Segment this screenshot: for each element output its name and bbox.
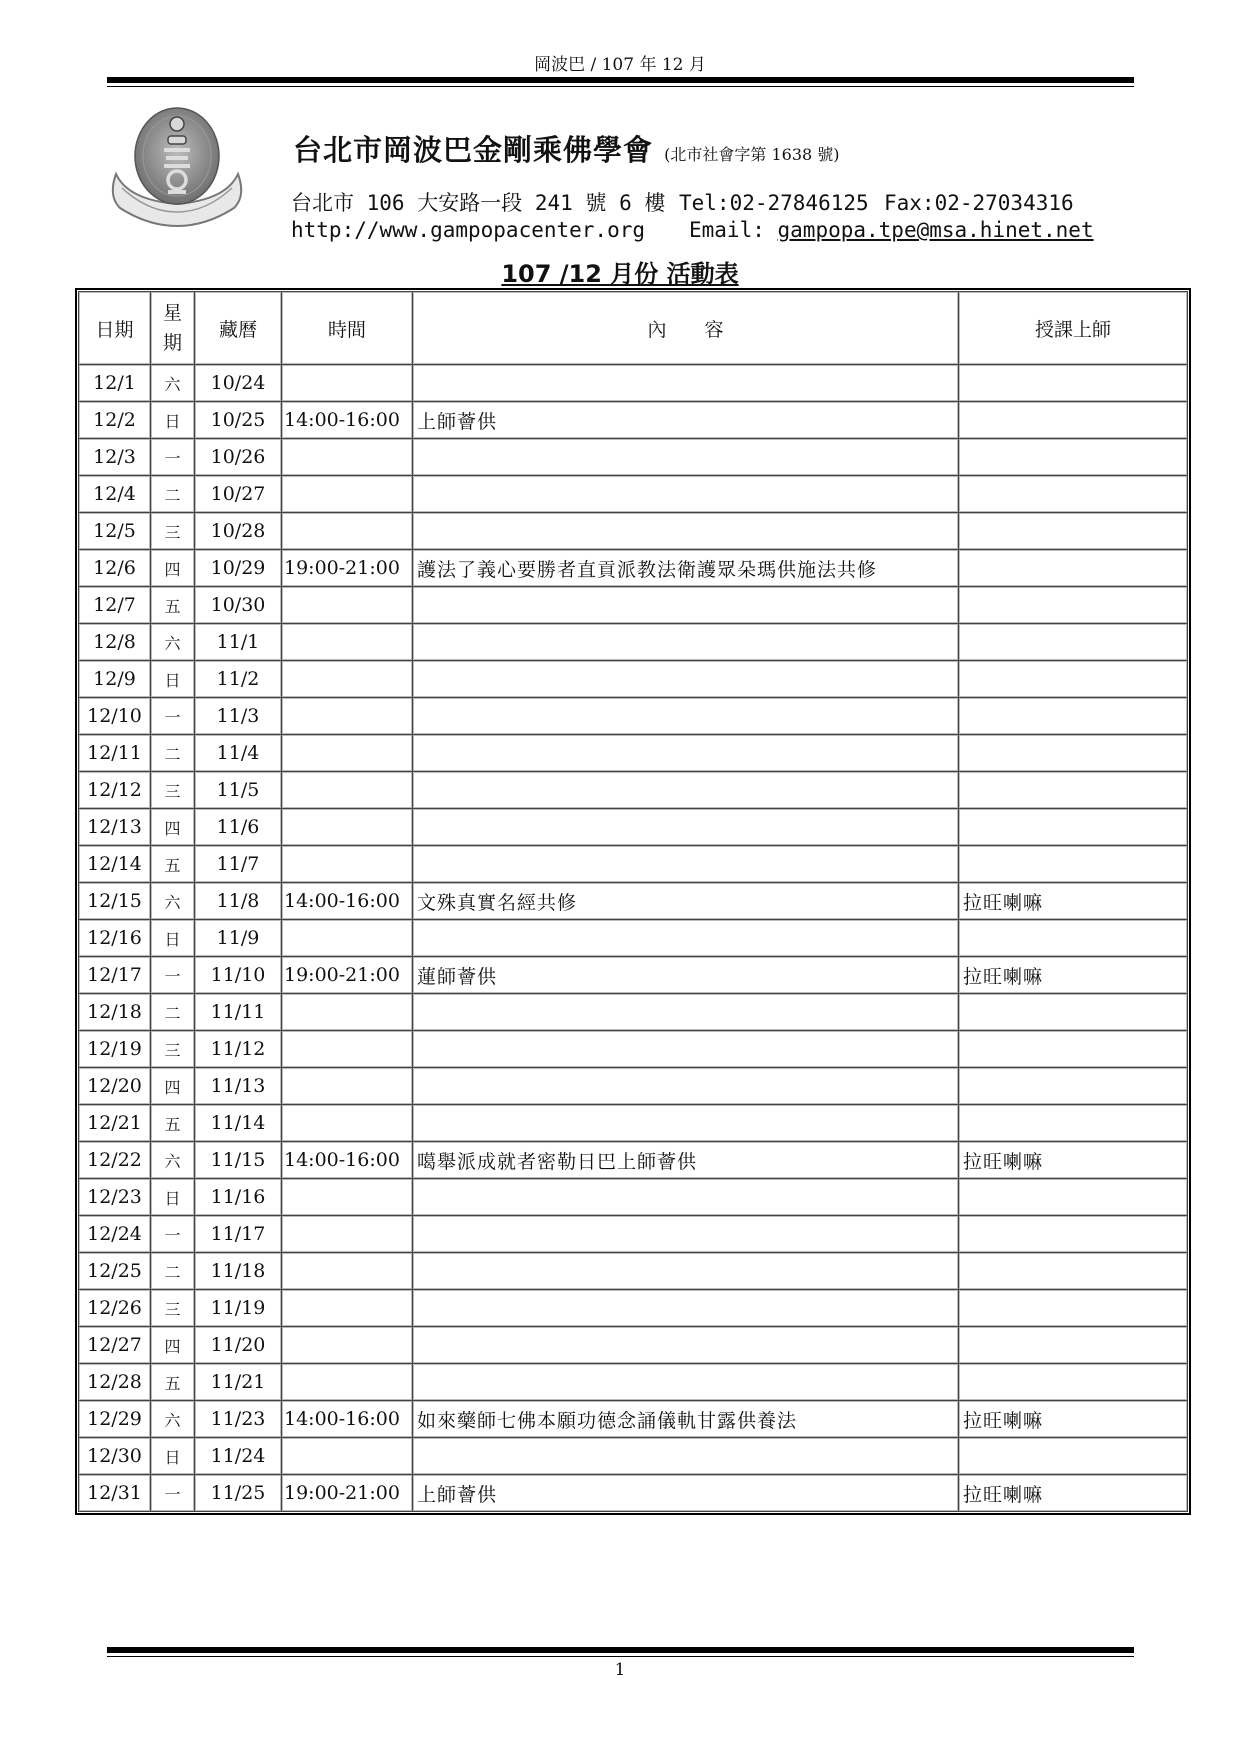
row-content bbox=[413, 439, 959, 476]
row-weekday: 一 bbox=[151, 1216, 195, 1253]
table-row bbox=[79, 920, 1188, 957]
row-content bbox=[413, 809, 959, 846]
row-weekday: 一 bbox=[151, 957, 195, 994]
row-lunar: 11/10 bbox=[195, 957, 282, 994]
schedule-table-frame bbox=[75, 288, 1191, 1515]
table-row bbox=[79, 1105, 1188, 1142]
contact-line-address bbox=[291, 187, 1074, 217]
row-teacher: 拉旺喇嘛 bbox=[959, 1401, 1188, 1438]
row-time: 14:00-16:00 bbox=[282, 402, 413, 439]
row-lunar: 11/23 bbox=[195, 1401, 282, 1438]
table-row bbox=[79, 883, 1188, 920]
table-row bbox=[79, 476, 1188, 513]
row-time bbox=[282, 661, 413, 698]
row-lunar: 11/11 bbox=[195, 994, 282, 1031]
row-lunar: 10/28 bbox=[195, 513, 282, 550]
row-weekday: 五 bbox=[151, 1364, 195, 1401]
row-weekday: 六 bbox=[151, 883, 195, 920]
row-lunar: 11/6 bbox=[195, 809, 282, 846]
row-lunar: 11/24 bbox=[195, 1438, 282, 1475]
row-date: 12/26 bbox=[79, 1290, 151, 1327]
table-row bbox=[79, 550, 1188, 587]
row-date: 12/28 bbox=[79, 1364, 151, 1401]
row-weekday: 五 bbox=[151, 846, 195, 883]
row-lunar: 11/15 bbox=[195, 1142, 282, 1179]
row-content bbox=[413, 1105, 959, 1142]
table-row bbox=[79, 994, 1188, 1031]
row-content bbox=[413, 1438, 959, 1475]
header-date: 日期 bbox=[79, 292, 151, 365]
row-time: 19:00-21:00 bbox=[282, 550, 413, 587]
row-content bbox=[413, 1253, 959, 1290]
row-teacher bbox=[959, 846, 1188, 883]
row-weekday: 三 bbox=[151, 1031, 195, 1068]
row-lunar: 11/20 bbox=[195, 1327, 282, 1364]
row-teacher bbox=[959, 624, 1188, 661]
email-link[interactable]: gampopa.tpe@msa.hinet.net bbox=[777, 218, 1094, 242]
row-weekday: 五 bbox=[151, 1105, 195, 1142]
row-weekday: 日 bbox=[151, 920, 195, 957]
row-weekday: 二 bbox=[151, 1253, 195, 1290]
row-time bbox=[282, 1068, 413, 1105]
row-weekday: 日 bbox=[151, 1179, 195, 1216]
row-lunar: 10/29 bbox=[195, 550, 282, 587]
row-teacher: 拉旺喇嘛 bbox=[959, 1475, 1188, 1512]
row-content bbox=[413, 698, 959, 735]
row-date: 12/23 bbox=[79, 1179, 151, 1216]
website-link[interactable]: http://www.gampopacenter.org bbox=[291, 218, 646, 242]
row-time: 14:00-16:00 bbox=[282, 1142, 413, 1179]
row-teacher bbox=[959, 587, 1188, 624]
row-date: 12/8 bbox=[79, 624, 151, 661]
table-row bbox=[79, 587, 1188, 624]
row-weekday: 四 bbox=[151, 1327, 195, 1364]
table-row bbox=[79, 698, 1188, 735]
row-date: 12/21 bbox=[79, 1105, 151, 1142]
running-header: 岡波巴 / 107 年 12 月 bbox=[534, 55, 706, 75]
table-row bbox=[79, 1142, 1188, 1179]
row-weekday: 六 bbox=[151, 1401, 195, 1438]
row-weekday: 六 bbox=[151, 365, 195, 402]
row-time bbox=[282, 1438, 413, 1475]
row-teacher bbox=[959, 661, 1188, 698]
row-date: 12/31 bbox=[79, 1475, 151, 1512]
row-lunar: 11/14 bbox=[195, 1105, 282, 1142]
table-row bbox=[79, 661, 1188, 698]
row-lunar: 11/21 bbox=[195, 1364, 282, 1401]
org-address: 台北市 106 大安路一段 241 號 6 樓 bbox=[291, 191, 666, 215]
row-time bbox=[282, 846, 413, 883]
row-lunar: 10/24 bbox=[195, 365, 282, 402]
row-content: 上師薈供 bbox=[413, 1475, 959, 1512]
row-content bbox=[413, 1364, 959, 1401]
row-time bbox=[282, 1216, 413, 1253]
row-weekday: 一 bbox=[151, 1475, 195, 1512]
table-row bbox=[79, 1179, 1188, 1216]
row-date: 12/9 bbox=[79, 661, 151, 698]
row-lunar: 11/4 bbox=[195, 735, 282, 772]
table-row bbox=[79, 772, 1188, 809]
row-content bbox=[413, 587, 959, 624]
row-lunar: 10/30 bbox=[195, 587, 282, 624]
row-content bbox=[413, 846, 959, 883]
row-content bbox=[413, 1179, 959, 1216]
header-rule-thin bbox=[107, 86, 1134, 87]
row-time bbox=[282, 1105, 413, 1142]
header-lunar: 藏曆 bbox=[195, 292, 282, 365]
row-date: 12/5 bbox=[79, 513, 151, 550]
row-weekday: 四 bbox=[151, 1068, 195, 1105]
footer-rule bbox=[107, 1647, 1134, 1653]
row-content bbox=[413, 1290, 959, 1327]
table-row bbox=[79, 439, 1188, 476]
row-time bbox=[282, 624, 413, 661]
row-lunar: 11/16 bbox=[195, 1179, 282, 1216]
org-name-text: 台北市岡波巴金剛乘佛學會 bbox=[293, 133, 654, 167]
row-time bbox=[282, 698, 413, 735]
table-row bbox=[79, 1438, 1188, 1475]
table-row bbox=[79, 1364, 1188, 1401]
row-date: 12/18 bbox=[79, 994, 151, 1031]
row-time bbox=[282, 735, 413, 772]
row-content bbox=[413, 735, 959, 772]
row-date: 12/27 bbox=[79, 1327, 151, 1364]
row-teacher bbox=[959, 994, 1188, 1031]
row-teacher bbox=[959, 439, 1188, 476]
row-time bbox=[282, 439, 413, 476]
table-row bbox=[79, 1290, 1188, 1327]
row-date: 12/29 bbox=[79, 1401, 151, 1438]
row-time bbox=[282, 587, 413, 624]
row-time: 14:00-16:00 bbox=[282, 883, 413, 920]
row-date: 12/13 bbox=[79, 809, 151, 846]
row-lunar: 10/25 bbox=[195, 402, 282, 439]
table-row bbox=[79, 1253, 1188, 1290]
row-date: 12/16 bbox=[79, 920, 151, 957]
row-time bbox=[282, 1179, 413, 1216]
row-teacher bbox=[959, 1327, 1188, 1364]
row-teacher: 拉旺喇嘛 bbox=[959, 883, 1188, 920]
table-row bbox=[79, 1031, 1188, 1068]
row-date: 12/3 bbox=[79, 439, 151, 476]
row-lunar: 11/9 bbox=[195, 920, 282, 957]
row-date: 12/25 bbox=[79, 1253, 151, 1290]
row-lunar: 11/8 bbox=[195, 883, 282, 920]
row-weekday: 一 bbox=[151, 698, 195, 735]
org-tel: Tel:02-27846125 bbox=[679, 191, 869, 215]
row-weekday: 三 bbox=[151, 772, 195, 809]
row-content bbox=[413, 1068, 959, 1105]
row-content bbox=[413, 772, 959, 809]
row-time: 14:00-16:00 bbox=[282, 1401, 413, 1438]
row-date: 12/4 bbox=[79, 476, 151, 513]
table-row bbox=[79, 513, 1188, 550]
row-teacher bbox=[959, 809, 1188, 846]
row-teacher: 拉旺喇嘛 bbox=[959, 1142, 1188, 1179]
row-teacher bbox=[959, 1290, 1188, 1327]
footer-rule-thin bbox=[107, 1656, 1134, 1657]
row-date: 12/20 bbox=[79, 1068, 151, 1105]
table-row bbox=[79, 624, 1188, 661]
table-row bbox=[79, 1216, 1188, 1253]
table-row bbox=[79, 735, 1188, 772]
row-lunar: 11/19 bbox=[195, 1290, 282, 1327]
row-content bbox=[413, 513, 959, 550]
row-weekday: 五 bbox=[151, 587, 195, 624]
row-content bbox=[413, 1031, 959, 1068]
row-content: 護法了義心要勝者直貢派教法衛護眾朵瑪供施法共修 bbox=[413, 550, 959, 587]
row-lunar: 11/13 bbox=[195, 1068, 282, 1105]
table-row bbox=[79, 846, 1188, 883]
row-weekday: 日 bbox=[151, 402, 195, 439]
row-content bbox=[413, 661, 959, 698]
row-teacher bbox=[959, 1438, 1188, 1475]
row-weekday: 六 bbox=[151, 624, 195, 661]
table-header-row bbox=[79, 292, 1188, 365]
header-time: 時間 bbox=[282, 292, 413, 365]
row-weekday: 二 bbox=[151, 476, 195, 513]
row-date: 12/30 bbox=[79, 1438, 151, 1475]
row-date: 12/2 bbox=[79, 402, 151, 439]
row-time bbox=[282, 1031, 413, 1068]
row-teacher bbox=[959, 513, 1188, 550]
row-content: 噶舉派成就者密勒日巴上師薈供 bbox=[413, 1142, 959, 1179]
row-teacher bbox=[959, 1068, 1188, 1105]
contact-line-web bbox=[291, 218, 1094, 242]
row-teacher bbox=[959, 1216, 1188, 1253]
email-label: Email: bbox=[689, 218, 765, 242]
row-content bbox=[413, 476, 959, 513]
row-teacher bbox=[959, 365, 1188, 402]
row-time bbox=[282, 1290, 413, 1327]
table-row bbox=[79, 809, 1188, 846]
row-date: 12/17 bbox=[79, 957, 151, 994]
row-weekday: 一 bbox=[151, 439, 195, 476]
page-number: 1 bbox=[614, 1660, 626, 1680]
row-time: 19:00-21:00 bbox=[282, 957, 413, 994]
header-weekday-2: 期 bbox=[162, 332, 182, 354]
row-time bbox=[282, 1364, 413, 1401]
table-row bbox=[79, 957, 1188, 994]
row-lunar: 11/5 bbox=[195, 772, 282, 809]
row-teacher bbox=[959, 1179, 1188, 1216]
schedule-title bbox=[0, 254, 1240, 289]
row-content bbox=[413, 1327, 959, 1364]
row-content bbox=[413, 1216, 959, 1253]
row-teacher bbox=[959, 550, 1188, 587]
row-date: 12/15 bbox=[79, 883, 151, 920]
row-time bbox=[282, 772, 413, 809]
row-time bbox=[282, 513, 413, 550]
row-date: 12/14 bbox=[79, 846, 151, 883]
row-content bbox=[413, 624, 959, 661]
row-teacher bbox=[959, 920, 1188, 957]
header-content: 內 容 bbox=[413, 292, 959, 365]
row-teacher bbox=[959, 476, 1188, 513]
row-teacher bbox=[959, 698, 1188, 735]
row-teacher bbox=[959, 735, 1188, 772]
table-row bbox=[79, 365, 1188, 402]
row-date: 12/7 bbox=[79, 587, 151, 624]
row-date: 12/6 bbox=[79, 550, 151, 587]
row-teacher bbox=[959, 1031, 1188, 1068]
row-weekday: 二 bbox=[151, 994, 195, 1031]
row-lunar: 11/7 bbox=[195, 846, 282, 883]
row-teacher: 拉旺喇嘛 bbox=[959, 957, 1188, 994]
row-time: 19:00-21:00 bbox=[282, 1475, 413, 1512]
row-teacher bbox=[959, 1253, 1188, 1290]
row-time bbox=[282, 809, 413, 846]
row-content: 上師薈供 bbox=[413, 402, 959, 439]
row-time bbox=[282, 1253, 413, 1290]
row-lunar: 11/12 bbox=[195, 1031, 282, 1068]
row-date: 12/19 bbox=[79, 1031, 151, 1068]
table-row bbox=[79, 1068, 1188, 1105]
row-content: 蓮師薈供 bbox=[413, 957, 959, 994]
row-weekday: 三 bbox=[151, 1290, 195, 1327]
row-content: 如來藥師七佛本願功德念誦儀軌甘露供養法 bbox=[413, 1401, 959, 1438]
row-weekday: 日 bbox=[151, 1438, 195, 1475]
row-teacher bbox=[959, 1364, 1188, 1401]
org-registration: (北市社會字第 1638 號) bbox=[664, 145, 840, 164]
header-weekday bbox=[151, 292, 195, 365]
row-time bbox=[282, 994, 413, 1031]
row-time bbox=[282, 1327, 413, 1364]
table-row bbox=[79, 402, 1188, 439]
row-lunar: 11/1 bbox=[195, 624, 282, 661]
header-teacher: 授課上師 bbox=[959, 292, 1188, 365]
row-date: 12/1 bbox=[79, 365, 151, 402]
row-date: 12/10 bbox=[79, 698, 151, 735]
row-lunar: 11/25 bbox=[195, 1475, 282, 1512]
row-date: 12/12 bbox=[79, 772, 151, 809]
schedule-table bbox=[78, 291, 1188, 1512]
table-row bbox=[79, 1327, 1188, 1364]
row-lunar: 11/2 bbox=[195, 661, 282, 698]
header-rule bbox=[107, 77, 1134, 83]
row-teacher bbox=[959, 1105, 1188, 1142]
row-content bbox=[413, 994, 959, 1031]
row-lunar: 11/3 bbox=[195, 698, 282, 735]
table-row bbox=[79, 1401, 1188, 1438]
org-name bbox=[293, 128, 840, 169]
logo-emblem-icon bbox=[108, 104, 246, 228]
row-weekday: 四 bbox=[151, 809, 195, 846]
row-time bbox=[282, 476, 413, 513]
table-row bbox=[79, 1475, 1188, 1512]
schedule-title-text: 107 /12 月份 活動表 bbox=[501, 260, 739, 288]
row-content: 文殊真實名經共修 bbox=[413, 883, 959, 920]
row-date: 12/24 bbox=[79, 1216, 151, 1253]
row-lunar: 11/17 bbox=[195, 1216, 282, 1253]
org-fax: Fax:02-27034316 bbox=[884, 191, 1074, 215]
row-teacher bbox=[959, 772, 1188, 809]
row-time bbox=[282, 920, 413, 957]
row-lunar: 11/18 bbox=[195, 1253, 282, 1290]
schedule-body bbox=[79, 365, 1188, 1512]
row-lunar: 10/26 bbox=[195, 439, 282, 476]
row-time bbox=[282, 365, 413, 402]
row-teacher bbox=[959, 402, 1188, 439]
row-weekday: 四 bbox=[151, 550, 195, 587]
row-content bbox=[413, 920, 959, 957]
row-date: 12/11 bbox=[79, 735, 151, 772]
row-weekday: 三 bbox=[151, 513, 195, 550]
row-lunar: 10/27 bbox=[195, 476, 282, 513]
row-weekday: 日 bbox=[151, 661, 195, 698]
row-weekday: 二 bbox=[151, 735, 195, 772]
header-weekday-1: 星 bbox=[162, 302, 182, 324]
row-date: 12/22 bbox=[79, 1142, 151, 1179]
row-weekday: 六 bbox=[151, 1142, 195, 1179]
row-content bbox=[413, 365, 959, 402]
